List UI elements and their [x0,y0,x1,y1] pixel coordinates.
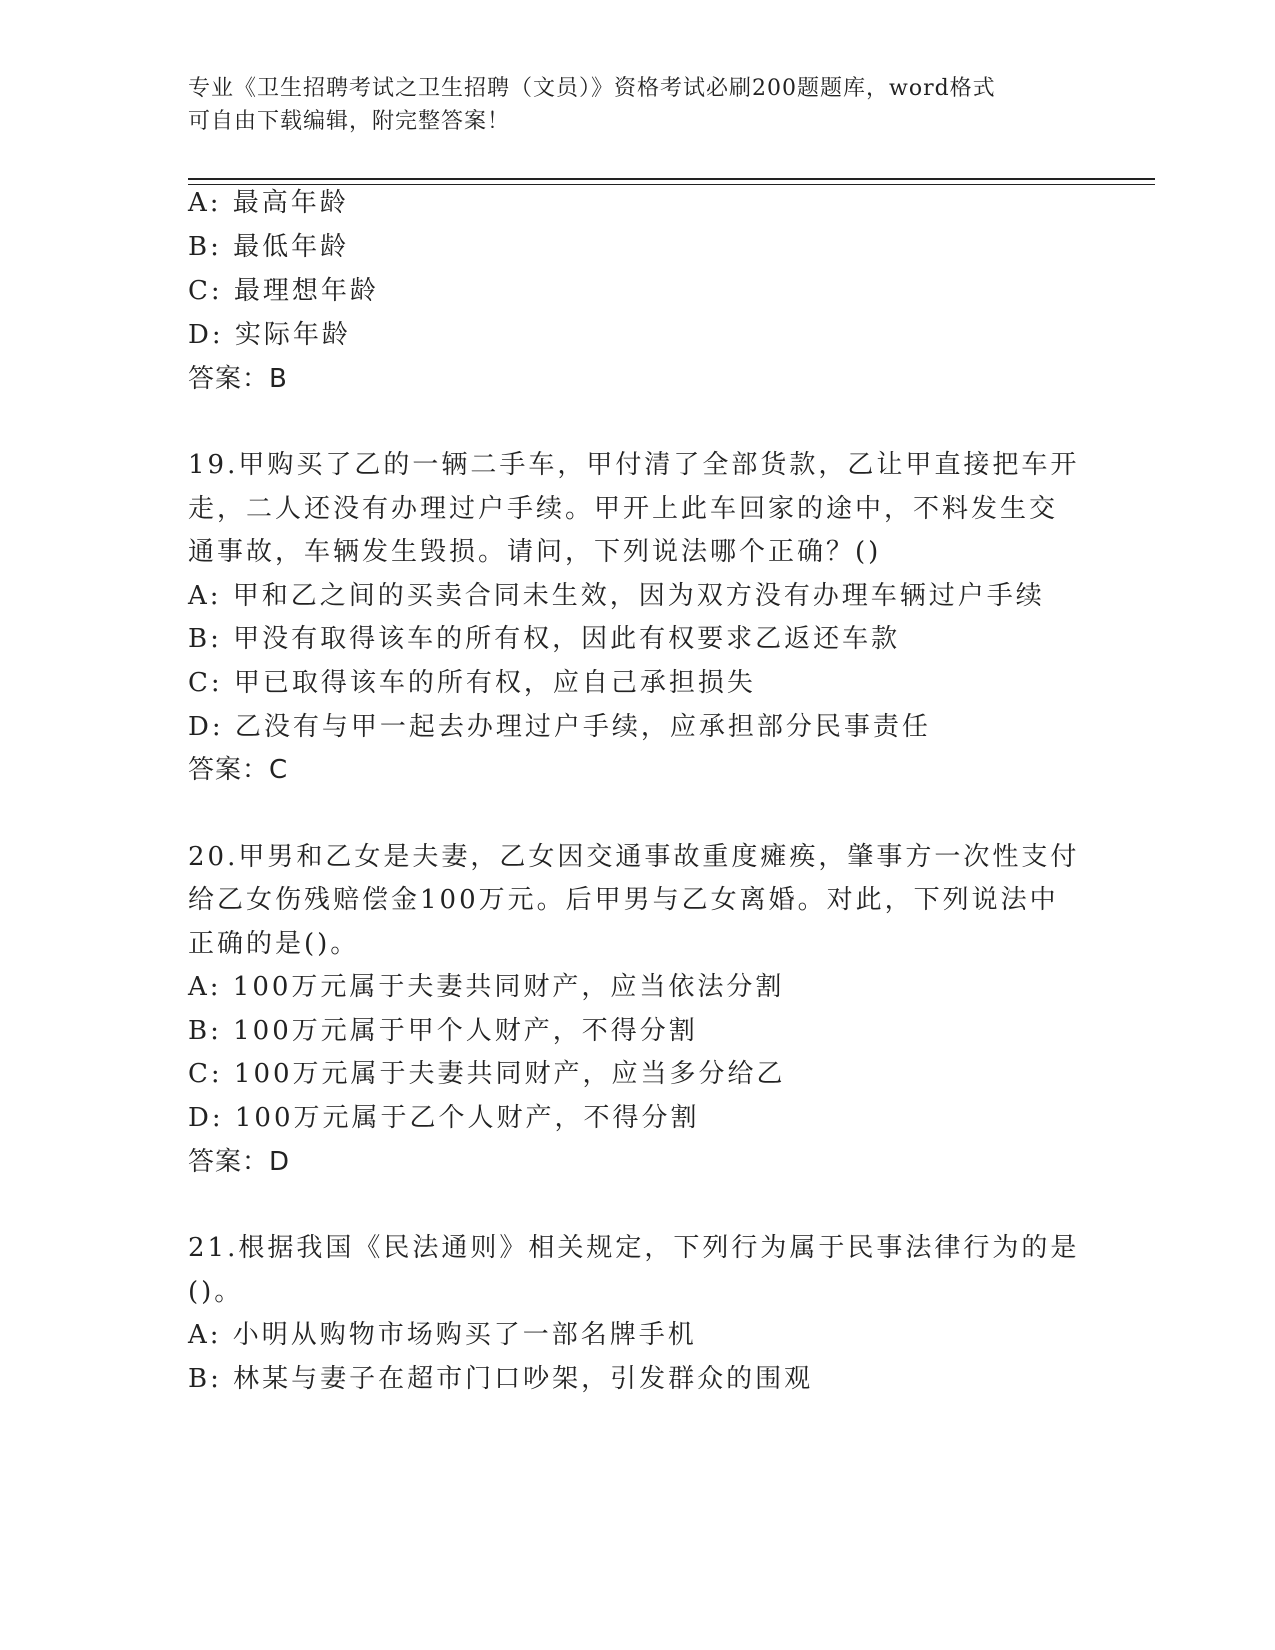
q18-option-d: D: 实际年龄 [188,320,351,350]
q18-option-b: B: 最低年龄 [188,232,350,262]
q20-stem-line-2: 给乙女伤残赔偿金100万元。后甲男与乙女离婚。对此，下列说法中 [188,885,1059,915]
document-header [188,72,1088,138]
q21-stem-line-1: 21.根据我国《民法通则》相关规定，下列行为属于民事法律行为的是 [188,1233,1080,1263]
q18-option-c: C: 最理想年龄 [188,276,379,306]
q20-option-d: D: 100万元属于乙个人财产，不得分割 [188,1103,700,1133]
header-divider-thick [188,178,1155,180]
q20-stem-line-1: 20.甲男和乙女是夫妻，乙女因交通事故重度瘫痪，肇事方一次性支付 [188,842,1080,872]
q19-stem-line-1: 19.甲购买了乙的一辆二手车，甲付清了全部货款，乙让甲直接把车开 [188,450,1080,480]
header-line-2: 可自由下载编辑，附完整答案！ [188,109,511,134]
q19-stem-line-3: 通事故，车辆发生毁损。请问，下列说法哪个正确？() [188,537,882,567]
q20-option-b: B: 100万元属于甲个人财产，不得分割 [188,1016,698,1046]
header-line-1: 专业《卫生招聘考试之卫生招聘（文员）》资格考试必刷200题题库，word格式 [188,76,996,101]
q21-option-b: B: 林某与妻子在超市门口吵架，引发群众的围观 [188,1364,814,1394]
q20-option-a: A: 100万元属于夫妻共同财产，应当依法分割 [188,972,785,1002]
q19-option-d: D: 乙没有与甲一起去办理过户手续，应承担部分民事责任 [188,712,931,742]
q19-answer: 答案：C [188,755,289,785]
q21-stem-line-2: ()。 [188,1277,244,1307]
q21-option-a: A: 小明从购物市场购买了一部名牌手机 [188,1320,697,1350]
q20-answer: 答案：D [188,1147,291,1177]
q18-answer: 答案：B [188,364,288,394]
q19-option-a: A: 甲和乙之间的买卖合同未生效，因为双方没有办理车辆过户手续 [188,581,1045,611]
q19-option-b: B: 甲没有取得该车的所有权，因此有权要求乙返还车款 [188,624,901,654]
q20-stem-line-3: 正确的是()。 [188,929,360,959]
header-divider-thin [188,184,1155,185]
q20-option-c: C: 100万元属于夫妻共同财产，应当多分给乙 [188,1059,786,1089]
q19-option-c: C: 甲已取得该车的所有权，应自己承担损失 [188,668,756,698]
q19-stem-line-2: 走，二人还没有办理过户手续。甲开上此车回家的途中，不料发生交 [188,494,1059,524]
q18-option-a: A: 最高年龄 [188,188,349,218]
